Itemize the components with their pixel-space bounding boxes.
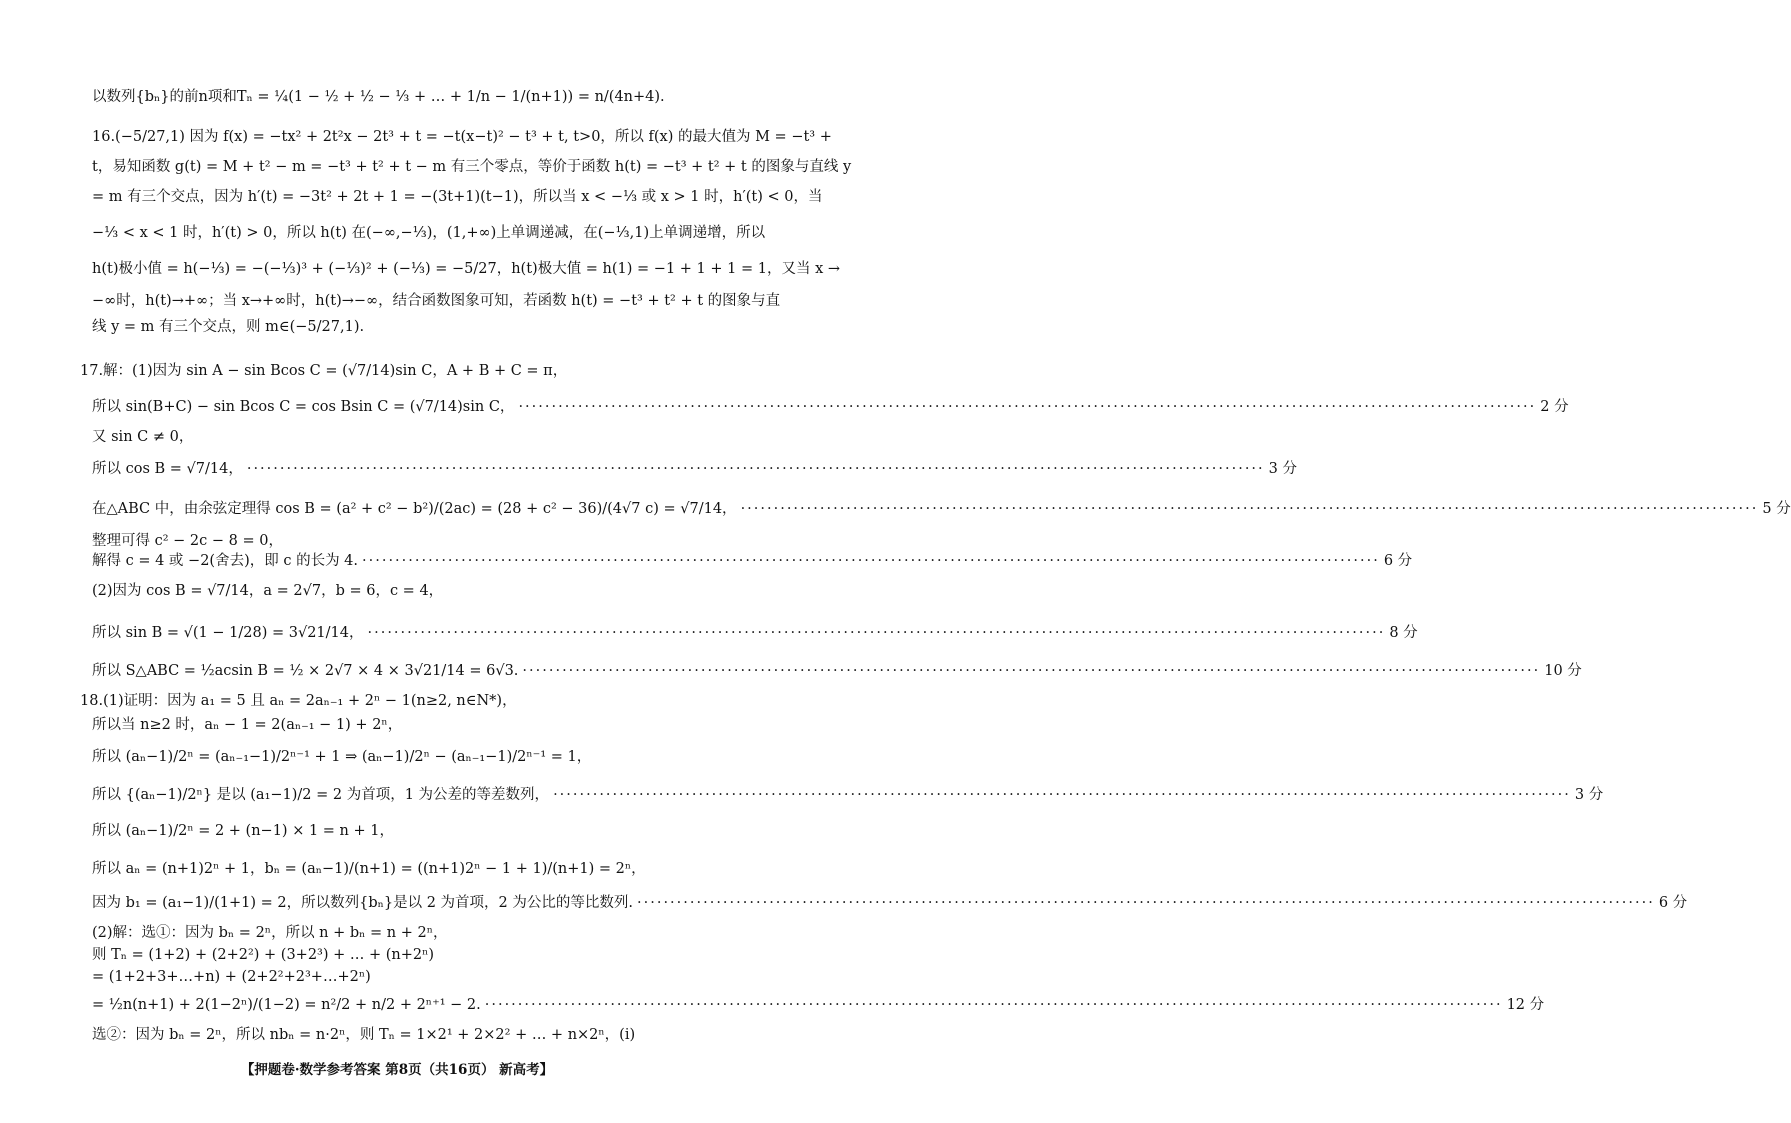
text-line: (2)解：选①：因为 bₙ = 2ⁿ，所以 n + bₙ = n + 2ⁿ， <box>92 925 448 941</box>
scored-line <box>92 398 1569 416</box>
score-label: 8 分 <box>1389 625 1418 641</box>
score-label: 5 分 <box>1762 501 1791 517</box>
score-label: 2 分 <box>1540 399 1569 415</box>
text-line: 所以 (aₙ−1)/2ⁿ = 2 + (n−1) × 1 = n + 1， <box>92 823 394 839</box>
leader-dots <box>518 398 1536 416</box>
text-line: 18.(1)证明：因为 a₁ = 5 且 aₙ = 2aₙ₋₁ + 2ⁿ − 1(n≥2, n∈N*)， <box>80 693 517 709</box>
line-text: 所以 sin B = √(1 − 1/28) = 3√21/14， <box>92 625 364 641</box>
leader-dots <box>637 894 1655 912</box>
score-label: 6 分 <box>1383 553 1413 569</box>
text-line: = m 有三个交点，因为 h′(t) = −3t² + 2t + 1 = −(3t+1)(t−1)，所以当 x < −⅓ 或 x > 1 时，h′(t) < 0，当 <box>92 189 823 205</box>
text-line: 所以当 n≥2 时，aₙ − 1 = 2(aₙ₋₁ − 1) + 2ⁿ， <box>92 717 403 733</box>
scored-line <box>92 624 1418 642</box>
text-line: 16.(−5/27,1) 因为 f(x) = −tx² + 2t²x − 2t³ + t = −t(x−t)² − t³ + t, t>0，所以 f(x) 的最大值为 M = −t³ + <box>92 129 832 145</box>
scored-line <box>92 662 1582 680</box>
line-text: 所以 S△ABC = ½acsin B = ½ × 2√7 × 4 × 3√21/14 = 6√3. <box>92 663 519 679</box>
text-line: h(t)极小值 = h(−⅓) = −(−⅓)³ + (−⅓)² + (−⅓) = −5/27，h(t)极大值 = h(1) = −1 + 1 + 1 = 1，又当 x → <box>92 261 841 277</box>
leader-dots <box>522 662 1540 680</box>
scored-line <box>92 460 1297 478</box>
score-label: 3 分 <box>1268 461 1297 477</box>
text-line: t，易知函数 g(t) = M + t² − m = −t³ + t² + t − m 有三个零点，等价于函数 h(t) = −t³ + t² + t 的图象与直线 y <box>92 159 852 175</box>
text-line: −∞时，h(t)→+∞；当 x→+∞时，h(t)→−∞，结合函数图象可知，若函数 h(t) = −t³ + t² + t 的图象与直 <box>92 293 781 309</box>
text-line: 选②：因为 bₙ = 2ⁿ，所以 nbₙ = n·2ⁿ，则 Tₙ = 1×2¹ + 2×2² + … + n×2ⁿ，(ⅰ) <box>92 1027 636 1043</box>
leader-dots <box>362 552 1380 570</box>
leader-dots <box>741 500 1759 518</box>
page-footer: 【押题卷·数学参考答案 第8页（共16页） 新高考】 <box>240 1062 554 1078</box>
line-text: 在△ABC 中，由余弦定理得 cos B = (a² + c² − b²)/(2ac) = (28 + c² − 36)/(4√7 c) = √7/14， <box>92 501 737 517</box>
text-line: 又 sin C ≠ 0， <box>92 429 194 445</box>
score-label: 6 分 <box>1658 895 1688 911</box>
score-label: 10 分 <box>1544 663 1582 679</box>
line-text: = ½n(n+1) + 2(1−2ⁿ)/(1−2) = n²/2 + n/2 + 2ⁿ⁺¹ − 2. <box>92 997 481 1013</box>
text-line: 线 y = m 有三个交点，则 m∈(−5/27,1). <box>92 319 365 335</box>
text-line: −⅓ < x < 1 时，h′(t) > 0，所以 h(t) 在(−∞,−⅓)，(1,+∞)上单调递减，在(−⅓,1)上单调递增，所以 <box>92 225 766 241</box>
scored-line <box>92 786 1604 804</box>
line-text: 所以 cos B = √7/14， <box>92 461 243 477</box>
line-text: 因为 b₁ = (a₁−1)/(1+1) = 2，所以数列{bₙ}是以 2 为首项，2 为公比的等比数列. <box>92 895 634 911</box>
text-line: 所以 (aₙ−1)/2ⁿ = (aₙ₋₁−1)/2ⁿ⁻¹ + 1 ⇒ (aₙ−1)/2ⁿ − (aₙ₋₁−1)/2ⁿ⁻¹ = 1， <box>92 749 592 765</box>
leader-dots <box>368 624 1386 642</box>
text-line: 17.解：(1)因为 sin A − sin Bcos C = (√7/14)sin C，A + B + C = π， <box>80 363 568 379</box>
score-label: 12 分 <box>1506 997 1545 1013</box>
scored-line <box>92 894 1688 912</box>
text-line: 以数列{bₙ}的前n项和Tₙ = ¼(1 − ½ + ½ − ⅓ + … + 1/n − 1/(n+1)) = n/(4n+4). <box>92 89 665 105</box>
leader-dots <box>553 786 1571 804</box>
leader-dots <box>485 996 1503 1014</box>
scored-line <box>92 552 1413 570</box>
text-line: 则 Tₙ = (1+2) + (2+2²) + (3+2³) + … + (n+2ⁿ) <box>92 947 435 963</box>
text-line: 整理可得 c² − 2c − 8 = 0， <box>92 533 283 549</box>
scored-line <box>92 500 1791 518</box>
line-text: 所以 {(aₙ−1)/2ⁿ} 是以 (a₁−1)/2 = 2 为首项，1 为公差的等差数列， <box>92 787 550 803</box>
leader-dots <box>247 460 1265 478</box>
text-line: = (1+2+3+…+n) + (2+2²+2³+…+2ⁿ) <box>92 969 371 985</box>
scored-line <box>92 996 1545 1014</box>
line-text: 所以 sin(B+C) − sin Bcos C = cos Bsin C = (√7/14)sin C， <box>92 399 515 415</box>
line-text: 解得 c = 4 或 −2(舍去)，即 c 的长为 4. <box>92 553 359 569</box>
score-label: 3 分 <box>1574 787 1604 803</box>
text-line: (2)因为 cos B = √7/14，a = 2√7，b = 6，c = 4， <box>92 583 444 599</box>
text-line: 所以 aₙ = (n+1)2ⁿ + 1，bₙ = (aₙ−1)/(n+1) = ((n+1)2ⁿ − 1 + 1)/(n+1) = 2ⁿ， <box>92 861 646 877</box>
